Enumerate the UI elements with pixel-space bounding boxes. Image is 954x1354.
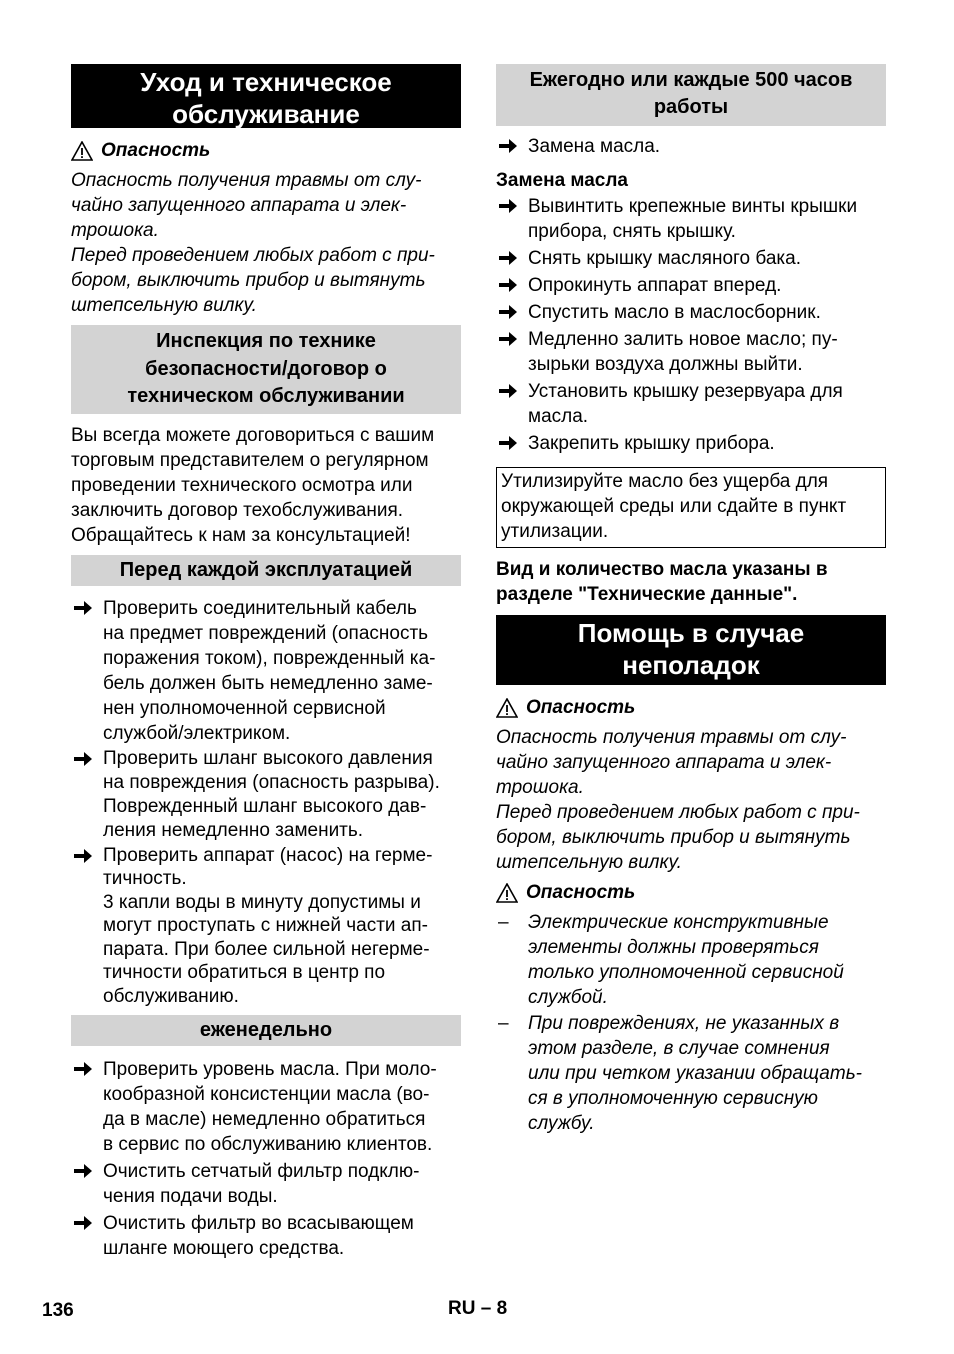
warning-text: Опасность получения травмы от слу- чайно запущенного аппарата и элек- трошока. Перед проведением любых работ с при- бором, выключить прибор и вытянуть штепсельную вилку.: [496, 727, 860, 873]
arrow-right-icon: [498, 330, 518, 348]
page-number: 136: [42, 1300, 74, 1321]
help-heading: Помощь в случае неполадок: [496, 615, 886, 685]
list-item: – Электрические конструктивные элементы должны проверяться только уполномоченной сервисной службой.: [498, 912, 844, 1008]
list-item: Очистить сетчатый фильтр подклю- чения подачи воды.: [71, 1159, 461, 1209]
dash-bullet: –: [498, 1013, 509, 1034]
warning-triangle-icon: [71, 141, 93, 161]
weekly-list: [71, 1057, 461, 1261]
arrow-right-icon: [73, 1162, 93, 1180]
language-page-label: RU – 8: [448, 1298, 508, 1319]
arrow-right-icon: [73, 1060, 93, 1078]
arrow-right-icon: [498, 197, 518, 215]
warning-dash-list: [496, 910, 886, 1136]
oil-type-text: Вид и количество масла указаны в разделе "Технические данные".: [496, 559, 828, 605]
inspection-heading: Инспекция по технике безопасности/договор о техническом обслуживании: [71, 325, 461, 414]
arrow-right-icon: [498, 303, 518, 321]
list-item: Вывинтить крепежные винты крышки прибора, снять крышку.: [496, 194, 886, 244]
warning-heading: Опасность: [496, 880, 886, 905]
warning-block-2: [496, 695, 886, 875]
dash-bullet: –: [498, 912, 509, 933]
list-item: Медленно залить новое масло; пу- зырьки воздуха должны выйти.: [496, 327, 886, 377]
warning-heading: Опасность: [71, 138, 461, 163]
arrow-right-icon: [73, 1214, 93, 1232]
list-item: – При повреждениях, не указанных в этом разделе, в случае сомнения или при четком указании обращать- ся в уполномоченную сервисную службу.: [498, 1013, 863, 1134]
list-item: Спустить масло в маслосборник.: [496, 300, 886, 325]
warning-block-3: [496, 880, 886, 1136]
arrow-right-icon: [498, 137, 518, 155]
list-item: Установить крышку резервуара для масла.: [496, 379, 886, 429]
arrow-right-icon: [498, 249, 518, 267]
weekly-heading: еженедельно: [71, 1015, 461, 1046]
list-item: Проверить соединительный кабель на предмет повреждений (опасность поражения током), поврежденный ка- бель должен быть немедленно заме- нен уполномоченной сервисной службой/электриком.: [71, 596, 461, 746]
before-use-list: [71, 596, 461, 1009]
list-item: Проверить шланг высокого давления на повреждения (опасность разрыва). Поврежденный шланг высокого дав- ления немедленно заменить.: [71, 747, 461, 843]
oil-change-heading: Замена масла: [496, 170, 628, 191]
disposal-note: Утилизируйте масло без ущерба для окружающей среды или сдайте в пункт утилизации.: [496, 467, 886, 548]
inspection-text: Вы всегда можете договориться с вашим торговым представителем о регулярном проведении технического осмотра или заключить договор техобслуживания. Обращайтесь к нам за консультацией!: [71, 424, 435, 546]
list-item: Опрокинуть аппарат вперед.: [496, 273, 886, 298]
arrow-right-icon: [73, 847, 93, 865]
main-heading: Уход и техническое обслуживание: [71, 64, 461, 128]
list-item: Замена масла.: [496, 134, 886, 159]
arrow-right-icon: [73, 750, 93, 768]
arrow-right-icon: [498, 382, 518, 400]
before-use-heading: Перед каждой эксплуатацией: [71, 555, 461, 586]
list-item: Закрепить крышку прибора.: [496, 431, 886, 456]
warning-block-1: [71, 138, 461, 318]
warning-triangle-icon: [496, 698, 518, 718]
arrow-right-icon: [73, 599, 93, 617]
list-item: Проверить уровень масла. При моло- кообразной консистенции масла (во- да в масле) немедленно обратиться в сервис по обслуживанию клиентов.: [71, 1057, 461, 1157]
list-item: Очистить фильтр во всасывающем шланге моющего средства.: [71, 1211, 461, 1261]
warning-heading: Опасность: [496, 695, 886, 720]
arrow-right-icon: [498, 434, 518, 452]
right-column: [496, 64, 886, 1136]
list-item: Проверить аппарат (насос) на герме- тичность. 3 капли воды в минуту допустимы и могут проступать с нижней части ап- парата. При более сильной негерме- тичности обратиться в центр по обслуживанию.: [71, 844, 461, 1009]
yearly-list: [496, 134, 886, 159]
list-item: Снять крышку масляного бака.: [496, 246, 886, 271]
left-column: [71, 64, 461, 1261]
yearly-heading: Ежегодно или каждые 500 часов работы: [496, 64, 886, 126]
arrow-right-icon: [498, 276, 518, 294]
warning-triangle-icon: [496, 883, 518, 903]
warning-text: Опасность получения травмы от слу- чайно запущенного аппарата и элек- трошока. Перед проведением любых работ с при- бором, выключить прибор и вытянуть штепсельную вилку.: [71, 170, 435, 316]
oil-change-list: [496, 194, 886, 456]
